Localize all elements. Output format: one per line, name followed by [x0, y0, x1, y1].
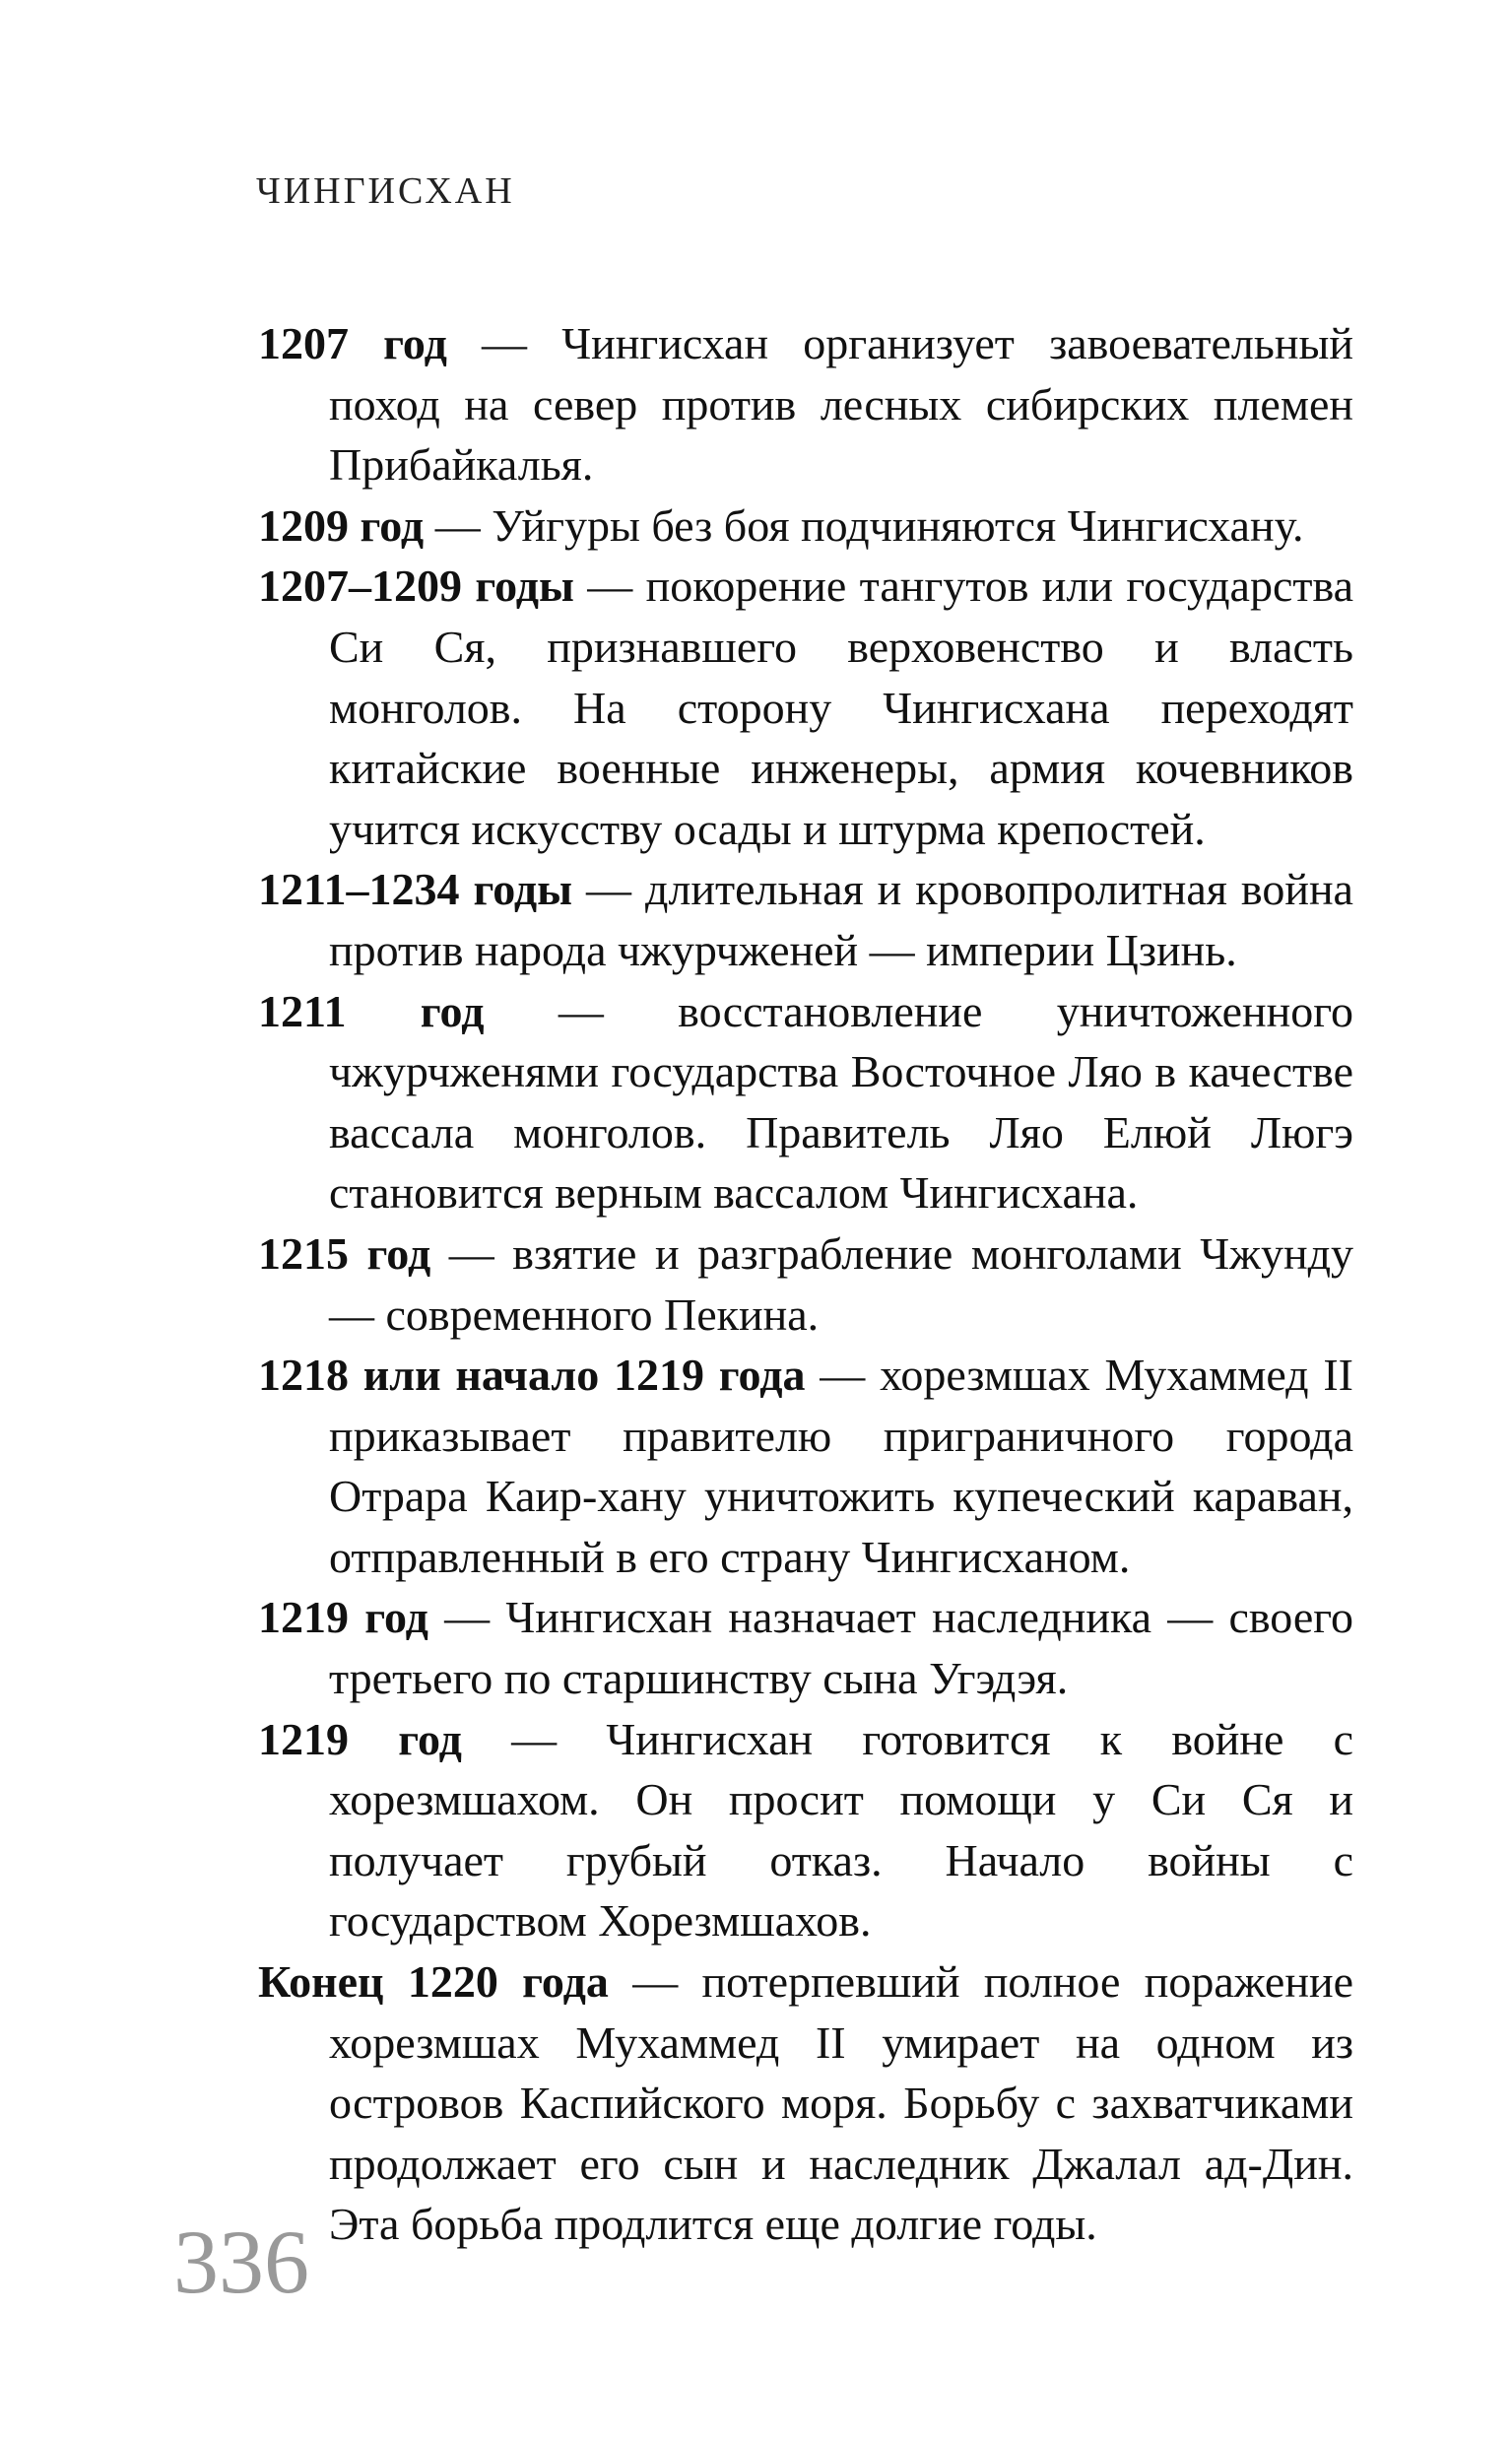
chronology-entry [258, 1587, 1353, 1708]
entry-text: — Чингисхан организует завоевательный поход на север против лесных сибирских племен Прибайкалья. [329, 318, 1353, 491]
entry-text: — потерпевший полное поражение хорезмшах Мухаммед II умирает на одном из островов Каспийского моря. Борьбу с захватчиками продолжает его сын и наследник Джалал ад-Дин. Эта борьба продлится еще долгие годы. [329, 1956, 1353, 2250]
entry-text: — Чингисхан готовится к войне с хорезмшахом. Он просит помощи у Си Ся и получает грубый отказ. Начало войны с государством Хорезмшахов. [329, 1713, 1354, 1947]
chronology-entry [258, 1709, 1353, 1951]
entry-date: 1207 год [258, 318, 447, 368]
running-head: ЧИНГИСХАН [256, 170, 515, 212]
chronology-entry [258, 1223, 1353, 1345]
entry-text: — Уйгуры без боя подчиняются Чингисхану. [424, 499, 1304, 551]
chronology-entry [258, 313, 1353, 495]
entry-date: 1211–1234 годы [258, 864, 573, 915]
entry-date: 1207–1209 годы [258, 561, 574, 612]
entry-date: 1215 год [258, 1227, 431, 1279]
chronology-entry [258, 981, 1353, 1223]
entry-text: — хорезмшах Мухаммед II приказывает правителю приграничного города Отрара Каир-хану уничтожить купеческий караван, отправленный в его страну Чингисханом. [329, 1350, 1353, 1582]
entry-text: — длительная и кровопролитная война против народа чжурчженей — империи Цзинь. [329, 864, 1353, 975]
chronology-list [258, 313, 1353, 2255]
entry-date: 1218 или начало 1219 года [258, 1350, 806, 1401]
entry-date: 1209 год [258, 499, 425, 551]
chronology-entry [258, 1345, 1353, 1587]
entry-text: — взятие и разграбление монголами Чжунду — современного Пекина. [329, 1227, 1353, 1340]
page-number: 336 [173, 2212, 309, 2312]
chronology-entry [258, 556, 1353, 859]
entry-date: 1219 год [258, 1592, 428, 1643]
entry-text: — Чингисхан назначает наследника — своего третьего по старшинству сына Угэдэя. [329, 1592, 1353, 1704]
entry-date: 1211 год [258, 985, 485, 1036]
chronology-entry [258, 1951, 1353, 2255]
entry-date: 1219 год [258, 1713, 462, 1764]
entry-text: — восстановление уничтоженного чжурчженями государства Восточное Ляо в качестве вассала монголов. Правитель Ляо Елюй Люгэ становится верным вассалом Чингисхана. [329, 985, 1353, 1219]
chronology-entry [258, 495, 1353, 557]
chronology-entry [258, 859, 1353, 980]
entry-text: — покорение тангутов или государства Си Ся, признавшего верховенство и власть монголов. На сторону Чингисхана переходят китайские военные инженеры, армия кочевников учится искусству осады и штурма крепостей. [329, 561, 1353, 854]
entry-date: Конец 1220 года [258, 1956, 609, 2008]
